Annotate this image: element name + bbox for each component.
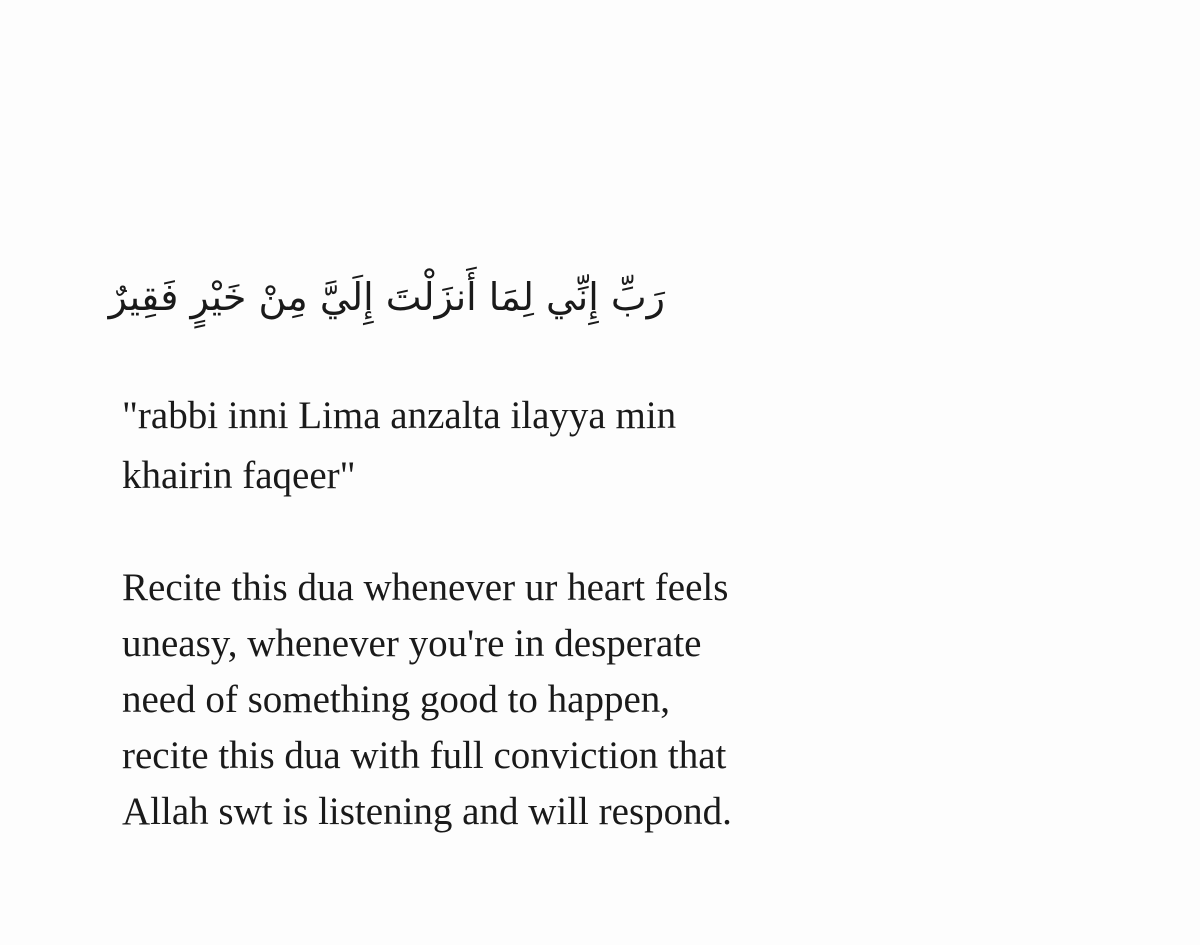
description-line-5: Allah swt is listening and will respond. xyxy=(122,790,732,833)
description-line-2: uneasy, whenever you're in desperate xyxy=(122,622,702,665)
dua-transliteration xyxy=(122,386,822,506)
description-line-4: recite this dua with full conviction that xyxy=(122,734,727,777)
transliteration-line-2: khairin faqeer" xyxy=(122,454,356,497)
description-line-3: need of something good to happen, xyxy=(122,678,671,721)
dua-description xyxy=(122,560,902,840)
description-line-1: Recite this dua whenever ur heart feels xyxy=(122,566,729,609)
dua-arabic-text: رَبِّ إِنِّي لِمَا أَنزَلْتَ إِلَيَّ مِنْ خَيْرٍ فَقِيرٌ xyxy=(108,275,665,319)
transliteration-line-1: "rabbi inni Lima anzalta ilayya min xyxy=(122,394,677,437)
